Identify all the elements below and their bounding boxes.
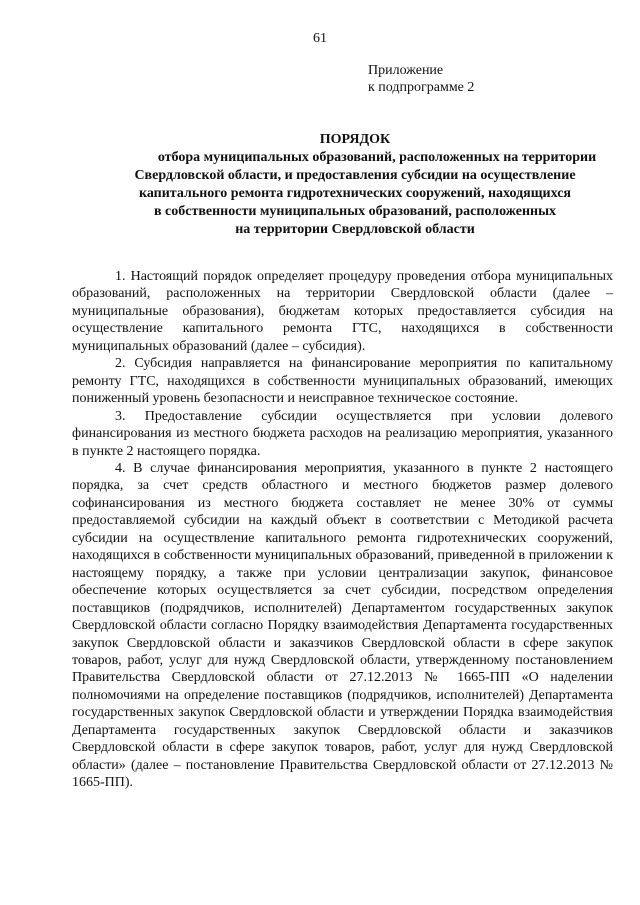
document-body	[72, 268, 613, 792]
paragraph-3: 3. Предоставление субсидии осуществляется при условии долевого финансирования из местного бюджета расходов на реализацию мероприятия, указанного в пункте 2 настоящего порядка.	[72, 408, 613, 459]
title-line: Свердловской области, и предоставления субсидии на осуществление	[134, 168, 576, 183]
page-number: 61	[313, 31, 327, 46]
appendix-subprogram: к подпрограмме 2	[368, 80, 475, 95]
title-heading: ПОРЯДОК	[319, 132, 391, 147]
title-line: на территории Свердловской области	[235, 222, 475, 237]
title-line: в собственности муниципальных образований, расположенных	[153, 204, 557, 219]
appendix-label: Приложение	[368, 63, 444, 78]
appendix-note	[368, 62, 474, 96]
document-title	[100, 131, 610, 239]
paragraph-1: 1. Настоящий порядок определяет процедуру проведения отбора муниципальных образований, расположенных на территории Свердловской области (далее – муниципальные образования), бюджетам которых предоставляется субсидия на осуществление капитального ремонта ГТС, находящихся в собственности муниципальных образований (далее – субсидия).	[72, 269, 613, 354]
title-line: отбора муниципальных образований, расположенных на территории	[157, 150, 597, 165]
paragraph-4: 4. В случае финансирования мероприятия, указанного в пункте 2 настоящего порядка, за счет средств областного и местного бюджетов размер долевого софинансирования из местного бюджета составляет не менее 30% от суммы предоставляемой субсидии на каждый объект в соответствии с Методикой расчета субсидии на осуществление капитального ремонта гидротехнических сооружений, находящихся в собственности муниципальных образований, приведенной в приложении к настоящему порядку, а также при условии централизации закупок, финансовое обеспечение которых осуществляется за счет субсидии, посредством определения поставщиков (подрядчиков, исполнителей) Департаментом государственных закупок Свердловской области согласно Порядку взаимодействия Департамента государственных закупок Свердловской области и заказчиков Свердловской области в сфере закупок товаров, работ, услуг для нужд Свердловской области, утвержденному постановлением Правительства Свердловской области от 27.12.2013 № 1665-ПП «О наделении полномочиями на определение поставщиков (подрядчиков, исполнителей) Департамента государственных закупок Свердловской области и утверждении Порядка взаимодействия Департамента государственных закупок Свердловской области и заказчиков Свердловской области в сфере закупок товаров, работ, услуг для нужд Свердловской области» (далее – постановление Правительства Свердловской области от 27.12.2013 № 1665-ПП).	[72, 460, 613, 791]
paragraph-2: 2. Субсидия направляется на финансирование мероприятия по капитальному ремонту ГТС, находящихся в собственности муниципальных образований, имеющих пониженный уровень безопасности и неисправное техническое состояние.	[72, 356, 613, 407]
title-line: капитального ремонта гидротехнических сооружений, находящихся	[138, 186, 572, 201]
